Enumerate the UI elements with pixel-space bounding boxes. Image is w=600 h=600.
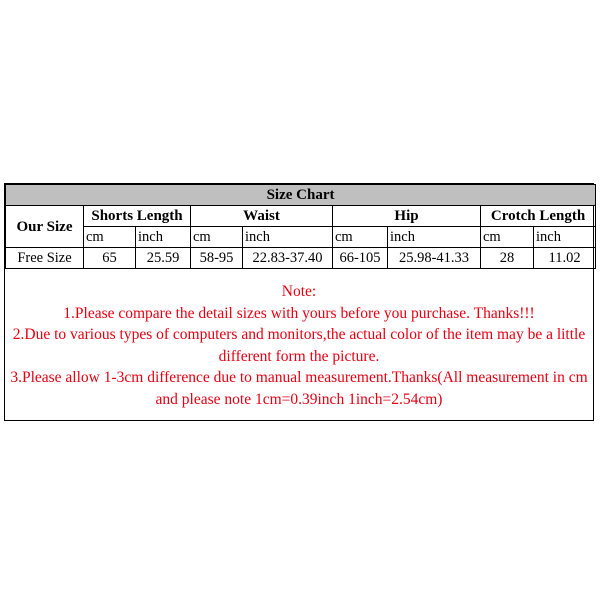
our-size-header: Our Size xyxy=(6,206,84,248)
column-header-shorts-length: Shorts Length xyxy=(84,206,191,227)
unit-cm: cm xyxy=(191,227,243,248)
column-header-hip: Hip xyxy=(333,206,481,227)
table-row xyxy=(6,248,596,269)
notes-heading: Note: xyxy=(281,283,317,300)
column-header-crotch-length: Crotch Length xyxy=(481,206,596,227)
shorts-length-inch-value: 25.59 xyxy=(136,248,191,269)
column-header-waist: Waist xyxy=(191,206,333,227)
waist-inch-value: 22.83-37.40 xyxy=(243,248,333,269)
crotch-length-inch-value: 11.02 xyxy=(534,248,596,269)
size-chart-table xyxy=(5,184,596,269)
unit-inch: inch xyxy=(136,227,191,248)
notes-section xyxy=(5,269,593,420)
note-item: 3.Please allow 1-3cm difference due to manual measurement.Thanks(All measurement in cm and please note 1cm=0.39inch 1inch=2.54cm) xyxy=(10,369,588,408)
shorts-length-cm-value: 65 xyxy=(84,248,136,269)
size-chart-sheet xyxy=(4,183,594,421)
unit-cm: cm xyxy=(84,227,136,248)
crotch-length-cm-value: 28 xyxy=(481,248,534,269)
unit-cm: cm xyxy=(481,227,534,248)
size-label: Free Size xyxy=(6,248,84,269)
hip-inch-value: 25.98-41.33 xyxy=(388,248,481,269)
note-item: 2.Due to various types of computers and monitors,the actual color of the item may be a little different form the picture. xyxy=(12,326,586,365)
unit-inch: inch xyxy=(243,227,333,248)
unit-inch: inch xyxy=(388,227,481,248)
unit-inch: inch xyxy=(534,227,596,248)
note-item: 1.Please compare the detail sizes with yours before you purchase. Thanks!!! xyxy=(63,304,535,322)
waist-cm-value: 58-95 xyxy=(191,248,243,269)
size-chart-title: Size Chart xyxy=(6,185,596,206)
unit-cm: cm xyxy=(333,227,388,248)
hip-cm-value: 66-105 xyxy=(333,248,388,269)
